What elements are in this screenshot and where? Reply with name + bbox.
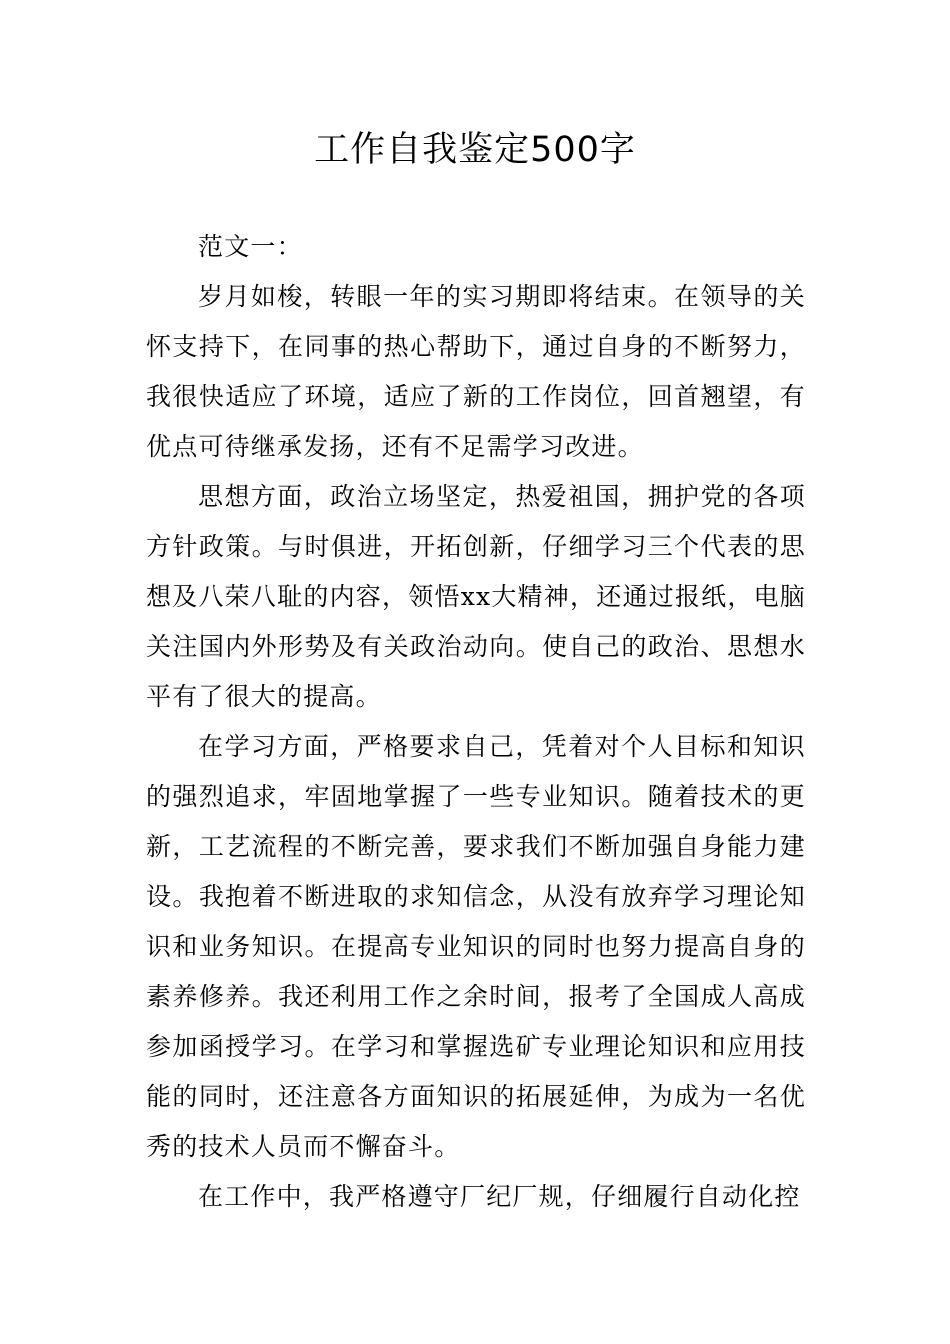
paragraph: 岁月如梭，转眼一年的实习期即将结束。在领导的关怀支持下，在同事的热心帮助下，通过自身的不断努力，我很快适应了环境，适应了新的工作岗位，回首翘望，有优点可待继承发扬，还有不足需学习改进。	[146, 282, 806, 461]
paragraph: 在工作中，我严格遵守厂纪厂规，仔细履行自动化控	[198, 1182, 801, 1211]
paragraph: 在学习方面，严格要求自己，凭着对个人目标和知识的强烈追求，牢固地掌握了一些专业知识。随着技术的更新，工艺流程的不断完善，要求我们不断加强自身能力建设。我抱着不断进取的求知信念，从没有放弃学习理论知识和业务知识。在提高专业知识的同时也努力提高自身的素养修养。我还利用工作之余时间，报考了全国成人高成参加函授学习。在学习和掌握选矿专业理论知识和应用技能的同时，还注意各方面知识的拓展延伸，为成为一名优秀的技术人员而不懈奋斗。	[146, 732, 806, 1161]
document-title: 工作自我鉴定500字	[314, 130, 636, 170]
paragraph: 思想方面，政治立场坚定，热爱祖国，拥护党的各项方针政策。与时俱进，开拓创新，仔细学习三个代表的思想及八荣八耻的内容，领悟xx大精神，还通过报纸，电脑关注国内外形势及有关政治动向。使自己的政治、思想水平有了很大的提高。	[146, 482, 806, 711]
paragraph-heading: 范文一：	[198, 232, 303, 261]
document-body	[146, 222, 806, 1222]
